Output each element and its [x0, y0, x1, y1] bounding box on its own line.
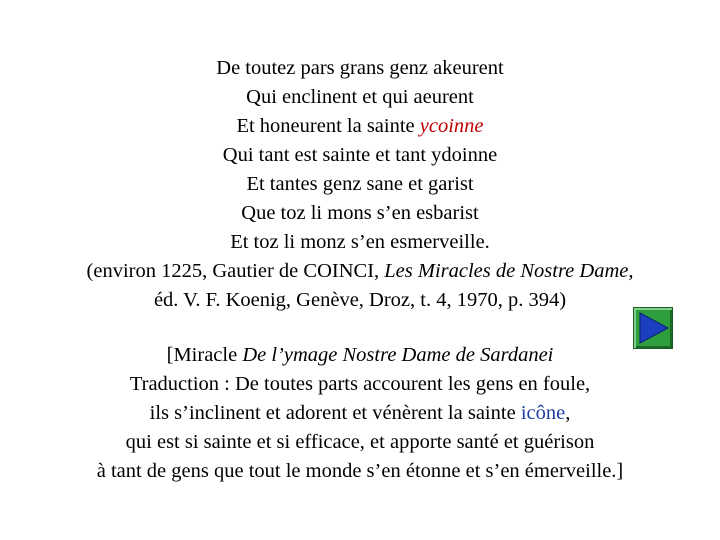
- translation-line-1: Traduction : De toutes parts accourent les gens en foule,: [129, 373, 591, 395]
- miracle-prefix: [Miracle: [166, 344, 243, 366]
- citation-suffix: ,: [628, 260, 634, 282]
- translation-block: [0, 341, 720, 486]
- poem-block: [0, 54, 720, 315]
- citation-line-1: [0, 257, 720, 286]
- highlighted-word-icone: icône: [520, 402, 566, 424]
- translation-line-2-comma: ,: [565, 402, 571, 424]
- poem-line-6: Que toz li mons s’en esbarist: [241, 202, 479, 224]
- poem-line-5: Et tantes genz sane et garist: [246, 173, 474, 195]
- poem-line-3-text: Et honeurent la sainte: [236, 115, 420, 137]
- translation-line-3: qui est si sainte et si efficace, et apporte santé et guérison: [125, 431, 595, 453]
- poem-line-1: De toutez pars grans genz akeurent: [216, 57, 504, 79]
- citation-title: Les Miracles de Nostre Dame: [384, 260, 629, 282]
- translation-line-4: à tant de gens que tout le monde s’en étonne et s’en émerveille.]: [96, 460, 624, 482]
- poem-line-3: [0, 112, 720, 141]
- miracle-title-line: [0, 341, 720, 370]
- poem-line-4: Qui tant est sainte et tant ydoinne: [222, 144, 498, 166]
- poem-line-2: Qui enclinent et qui aeurent: [246, 86, 474, 108]
- translation-line-2-text: ils s’inclinent et adorent et vénèrent la sainte: [149, 402, 521, 424]
- poem-line-7: Et toz li monz s’en esmerveille.: [230, 231, 490, 253]
- highlighted-word-ycoinne: ycoinne: [419, 115, 484, 137]
- citation-prefix: (environ 1225, Gautier de COINCI,: [86, 260, 385, 282]
- translation-line-2: [0, 399, 720, 428]
- miracle-title: De l’ymage Nostre Dame de Sardanei: [242, 344, 554, 366]
- citation-line-2: éd. V. F. Koenig, Genève, Droz, t. 4, 1970, p. 394): [153, 289, 567, 311]
